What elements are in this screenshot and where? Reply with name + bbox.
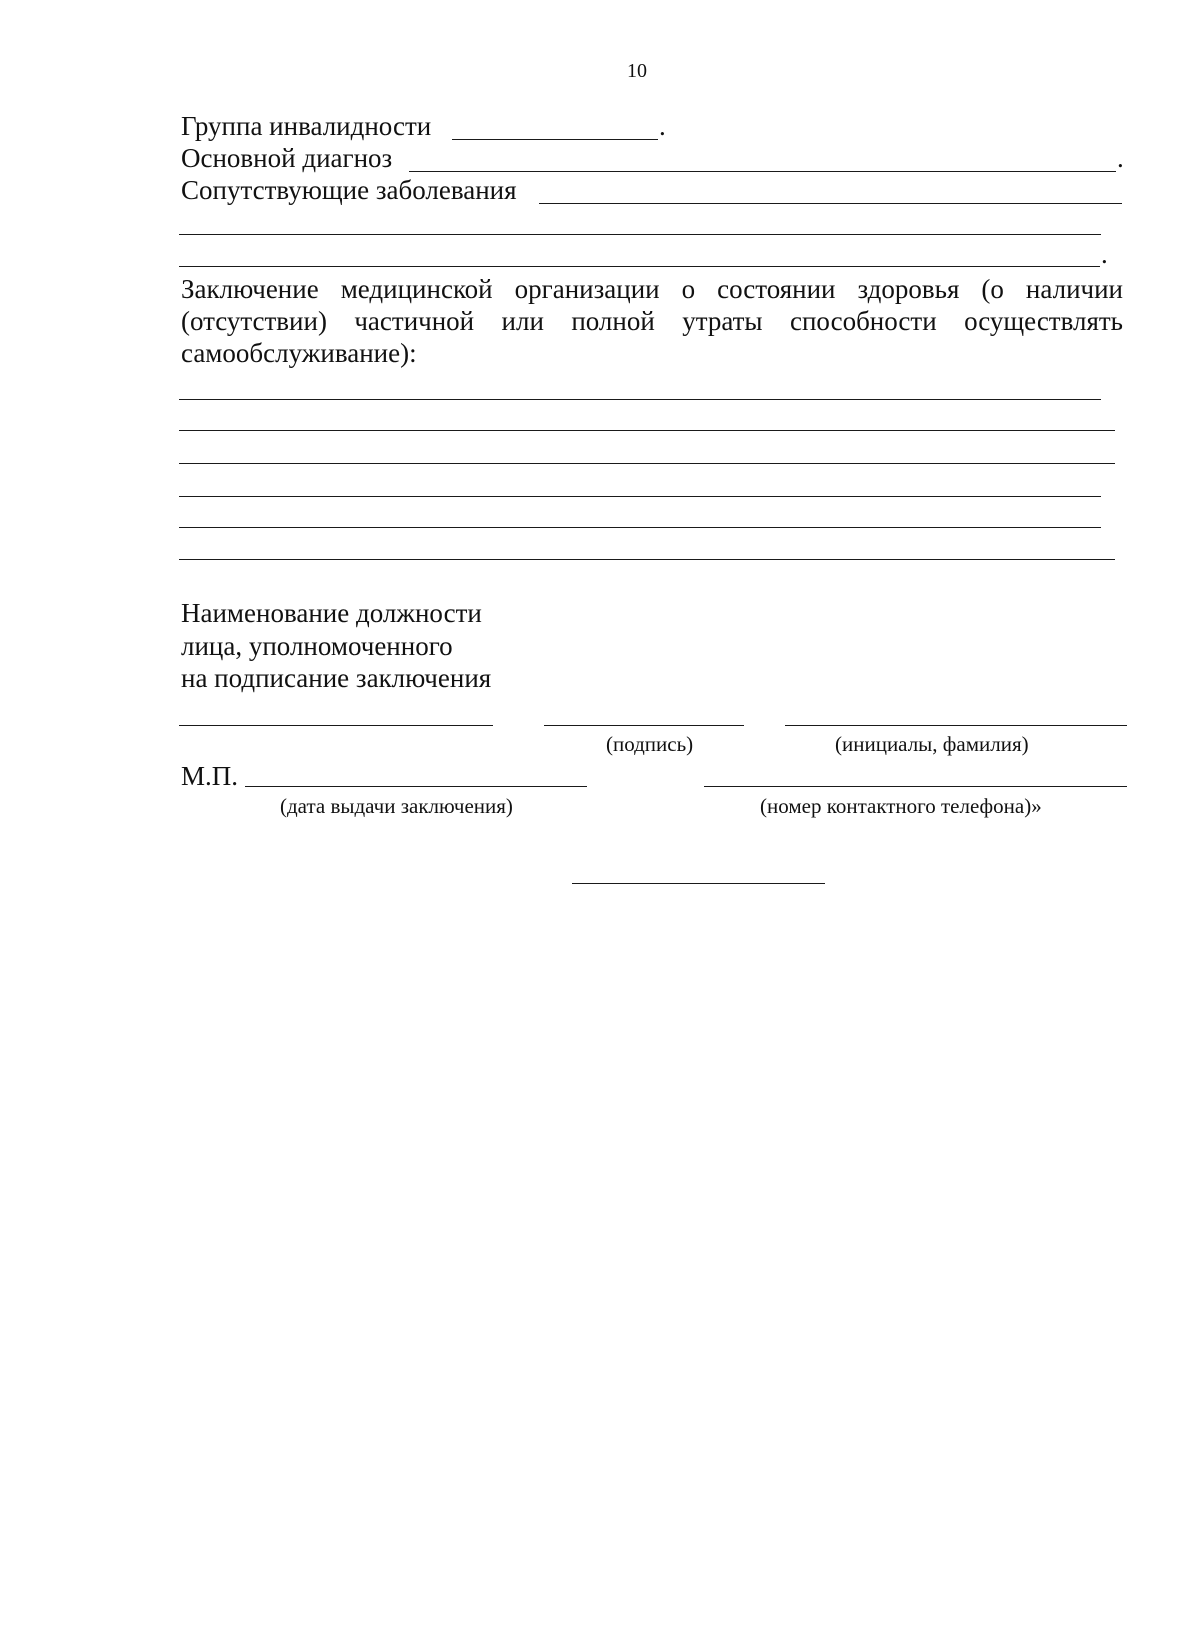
conclusion-blank-line: [179, 399, 1101, 400]
conclusion-line: (отсутствии) частичной или полной утраты способности осуществлять: [181, 306, 1123, 336]
signature-line: [544, 725, 744, 726]
conclusion-blank-line: [179, 527, 1101, 528]
disability-group-line: [452, 139, 658, 140]
initials-surname-caption: (инициалы, фамилия): [835, 732, 1029, 756]
initials-surname-line: [785, 725, 1127, 726]
phone-line: [704, 786, 1127, 787]
phone-caption: (номер контактного телефона)»: [760, 794, 1042, 818]
comorbidities-line: [539, 203, 1122, 204]
page-number: 10: [627, 60, 647, 82]
main-diagnosis-line: [409, 171, 1116, 172]
conclusion-paragraph: [181, 273, 1123, 369]
period: .: [659, 111, 666, 141]
period: .: [1101, 239, 1108, 269]
signatory-position-label: Наименование должности: [181, 598, 482, 628]
conclusion-blank-line: [179, 463, 1115, 464]
issue-date-line: [245, 786, 587, 787]
conclusion-blank-line: [179, 559, 1115, 560]
comorbidities-line: [179, 266, 1100, 267]
closing-divider: [572, 883, 825, 884]
signature-caption: (подпись): [606, 732, 694, 756]
disability-group-label: Группа инвалидности: [181, 111, 432, 141]
conclusion-line: самообслуживание):: [181, 338, 417, 368]
comorbidities-line: [179, 234, 1101, 235]
period: .: [1117, 143, 1124, 173]
conclusion-blank-line: [179, 430, 1115, 431]
signatory-position-label: на подписание заключения: [181, 663, 492, 693]
stamp-label: М.П.: [181, 761, 239, 791]
main-diagnosis-label: Основной диагноз: [181, 143, 393, 173]
issue-date-caption: (дата выдачи заключения): [280, 794, 513, 818]
conclusion-blank-line: [179, 496, 1101, 497]
comorbidities-label: Сопутствующие заболевания: [181, 175, 517, 205]
position-signature-line: [179, 725, 493, 726]
signatory-position-label: лица, уполномоченного: [181, 631, 453, 661]
conclusion-line: Заключение медицинской организации о состоянии здоровья (о наличии: [181, 274, 1123, 304]
